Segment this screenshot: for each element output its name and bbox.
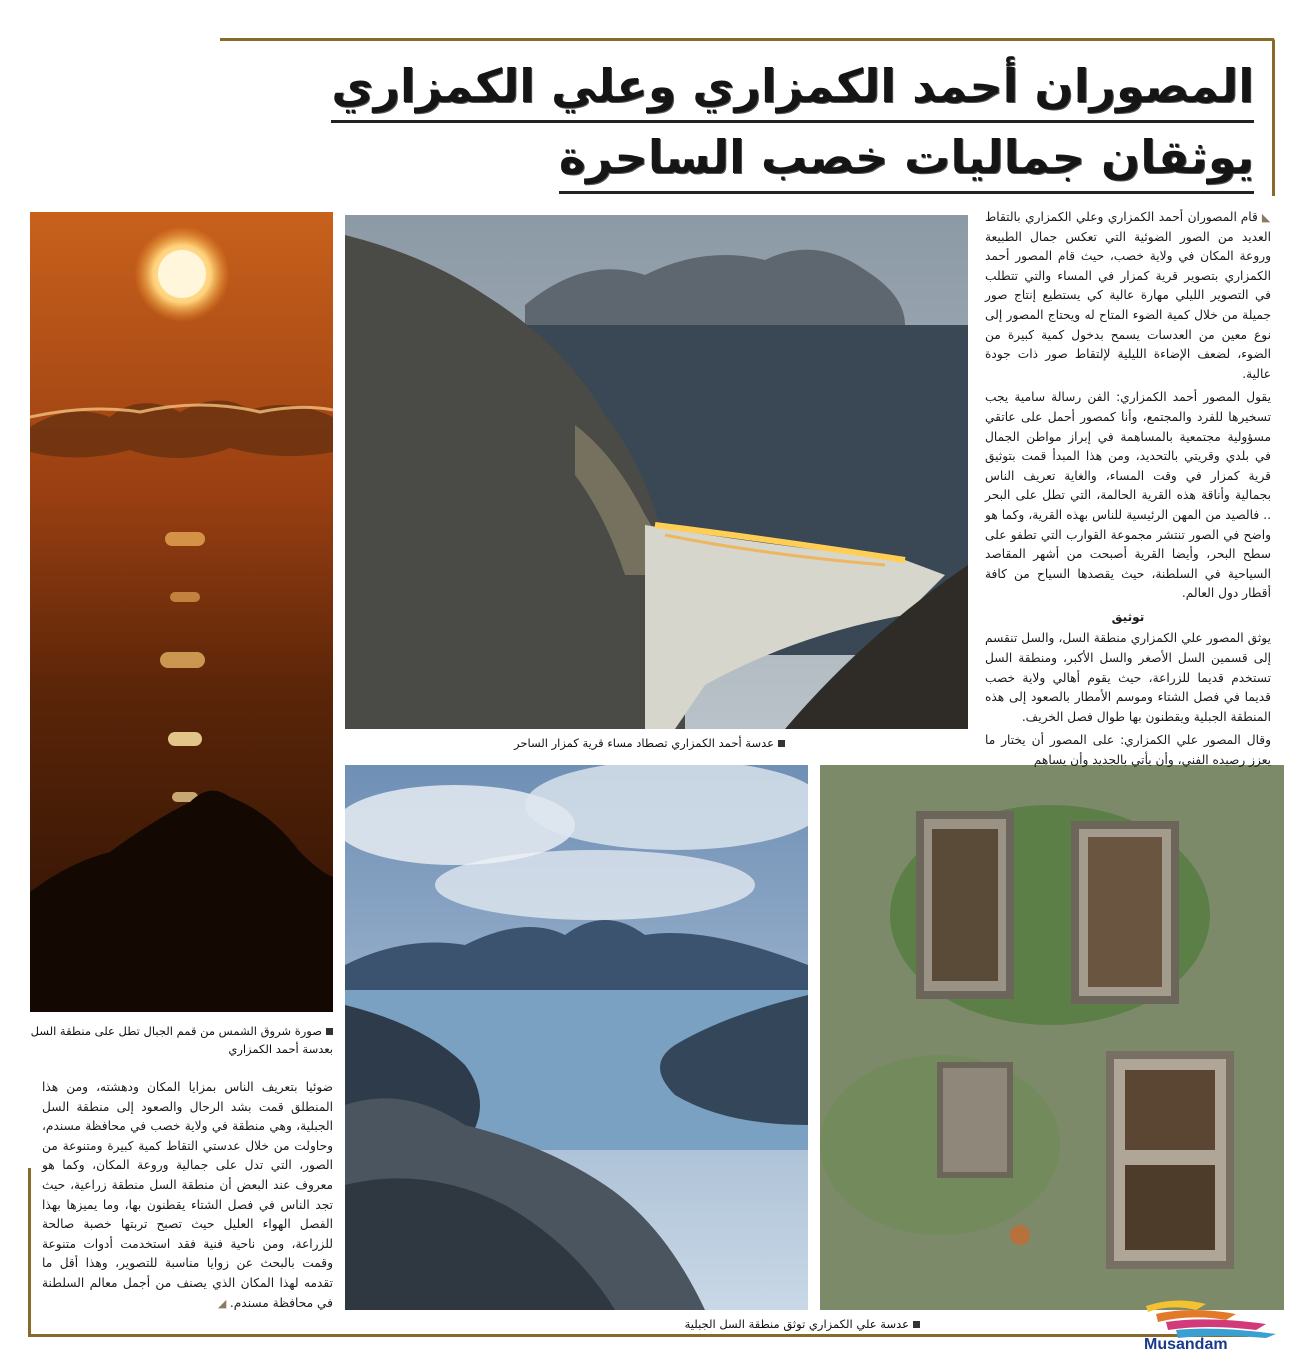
- headline-line-2: يوثقان جماليات خصب الساحرة: [559, 123, 1254, 194]
- fjord-photo: [345, 765, 808, 1310]
- caption-sal: [560, 1315, 920, 1333]
- frame-left-rule: [28, 1168, 31, 1334]
- article-paragraph-3: يوثق المصور علي الكمزاري منطقة السل، والسل تنقسم إلى قسمين السل الأصغر والسل الأكبر، ومنطقة السل تستخدم قديما للزراعة، حيث يقوم أهالي ولاية خصب قديما في فصل الشتاء وموسم الأمطار بالصعود إلى هذه المنطقة الجبلية ويقطنون بها طوال فصل الخريف.: [985, 631, 1271, 724]
- paragraph-mark-icon: ◣: [1257, 211, 1271, 224]
- caption-village-text: عدسة أحمد الكمزاري تصطاد مساء قرية كمزار الساحر: [514, 736, 774, 750]
- article-paragraph-4: وقال المصور علي الكمزاري: على المصور أن يختار ما يعزز رصيده الفني، وأن يأتي بالجديد وأن يساهم: [985, 733, 1271, 768]
- frame-top-rule: [220, 38, 1274, 41]
- article-paragraph-1-text: قام المصوران أحمد الكمزاري وعلي الكمزاري بالتقاط العديد من الصور الضوئية التي تعكس جمال الطبيعة وروعة المكان في ولاية خصب، حيث قام المصور أحمد الكمزاري بتصوير قرية كمزار في المساء والتي تتطلب في التصوير الليلي مهارة عالية كي يستطيع إنتاج صور جميلة من خلال كمية الضوء المتاح له ويحتاج المصور إلى نوع معين من العدسات يسمح بدخول كمية كبيرة من الضوء، لضعف الإضاءة الليلية لإلتقاط صور ذات جودة عالية.: [985, 210, 1271, 381]
- village-photo: [345, 215, 968, 729]
- logo-text: Musandam: [1144, 1336, 1228, 1353]
- caption-bullet: [913, 1321, 920, 1328]
- musandam-logo: [1136, 1296, 1286, 1356]
- caption-sunrise-text: صورة شروق الشمس من قمم الجبال تطل على منطقة السل بعدسة أحمد الكمزاري: [30, 1024, 333, 1056]
- sunrise-photo: [30, 212, 333, 1012]
- article-left-paragraph-text: ضوئيا بتعريف الناس بمزايا المكان ودهشته، ومن هذا المنطلق قمت بشد الرحال والصعود إلى منطقة السل الجبلية، وهي منطقة في ولاية خصب في محافظة مسندم، وحاولت من خلال عدستي التقاط كمية كبيرة ومتنوعة من الصور، التي تدل على جمالية وروعة المكان، وكما هو معروف عند البعض أن منطقة السل منطقة زراعية، حيث تجد الناس في فصل الشتاء يقطنون بها، وما يميزها بهذا الفصل الهواء العليل حيث تصبح تربتها خصبة صالحة للزراعة، ومن ناحية فنية فقد استخدمت أدوات متنوعة وقمت بالبحث عن زوايا مناسبة للتصوير، وهذا أقل ما تقدمه لهذا المكان الذي يصنف من أجمل معالم السلطنة في محافظة مسندم.: [42, 1080, 333, 1310]
- article-left-column: [42, 1078, 333, 1317]
- caption-bullet: [778, 740, 785, 747]
- headline-line-1: المصوران أحمد الكمزاري وعلي الكمزاري: [331, 52, 1254, 123]
- ruins-photo: [820, 765, 1284, 1310]
- frame-right-rule: [1272, 38, 1275, 196]
- headline: [331, 52, 1254, 194]
- article-paragraph-2: يقول المصور أحمد الكمزاري: الفن رسالة سامية يجب تسخيرها للفرد والمجتمع، وأنا كمصور أحمل على عاتقي مسؤولية مجتمعية بالمساهمة في إبراز مواطن الجمال في بلدي وقريتي بالتحديد، ومن هذا المبدأ قمت بتوثيق قرية كمزار في وقت المساء، والغاية تعريف الناس بجمالية وأناقة هذه القرية الحالمة، التي تطل على البحر .. فالصيد من المهن الرئيسية للناس بهذه القرية، وكما هو واضح في الصور تنتشر مجموعة القوارب التي تطفو على سطح البحر، وأيضا القرية أصبحت من أشهر المقاصد السياحية في السلطنة، حيث يقصدها السياح من كافة أقطار دول العالم.: [985, 390, 1271, 601]
- caption-sal-text: عدسة علي الكمزاري توثق منطقة السل الجبلية: [684, 1317, 909, 1331]
- caption-sunrise: [30, 1022, 333, 1058]
- article-paragraph-1: [985, 208, 1271, 384]
- article-subheading: توثيق: [1111, 609, 1145, 624]
- caption-bullet: [326, 1028, 333, 1035]
- frame-bottom-rule: [28, 1334, 1248, 1337]
- article-right-column: [985, 208, 1271, 775]
- end-mark-icon: ◢: [217, 1296, 230, 1310]
- article-left-paragraph: [42, 1078, 333, 1313]
- caption-village: [345, 734, 785, 752]
